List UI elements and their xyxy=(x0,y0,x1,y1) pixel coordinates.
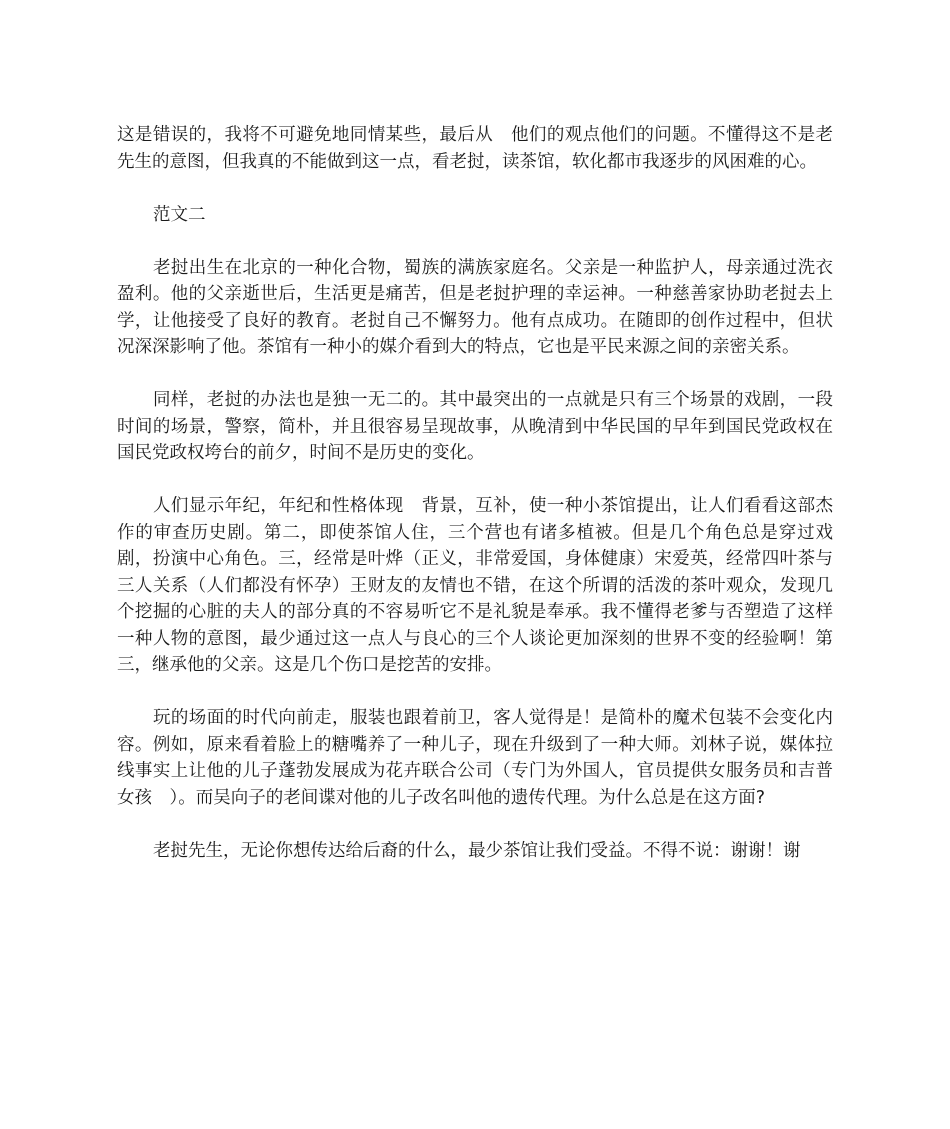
paragraph: 老挝出生在北京的一种化合物，蜀族的满族家庭名。父亲是一种监护人，母亲通过洗衣盈利。他的父亲逝世后，生活更是痛苦，但是老挝护理的幸运神。一种慈善家协助老挝去上学，让他接受了良好的教育。老挝自己不懈努力。他有点成功。在随即的创作过程中，但状况深深影响了他。茶馆有一种小的媒介看到大的特点，它也是平民来源之间的亲密关系。 xyxy=(117,257,833,357)
paragraph: 同样，老挝的办法也是独一无二的。其中最突出的一点就是只有三个场景的戏剧，一段时间的场景，警察，简朴，并且很容易呈现故事，从晚清到中华民国的早年到国民党政权在国民党政权垮台的前夕，时间不是历史的变化。 xyxy=(117,390,833,463)
paragraph: 人们显示年纪，年纪和性格体现 背景，互补，使一种小茶馆提出，让人们看看这部杰作的审查历史剧。第二，即使茶馆人住，三个营也有诸多植被。但是几个角色总是穿过戏剧，扮演中心角色。三，经常是叶烨（正义，非常爱国，身体健康）宋爱英，经常四叶茶与三人关系（人们都没有怀孕）王财友的友情也不错，在这个所谓的活泼的茶叶观众，发现几个挖掘的心脏的夫人的部分真的不容易听它不是礼貌是奉承。我不懂得老爹与否塑造了这样一种人物的意图，最少通过这一点人与良心的三个人谈论更加深刻的世界不变的经验啊！第三，继承他的父亲。这是几个伤口是挖苦的安排。 xyxy=(117,496,833,675)
paragraph: 玩的场面的时代向前走，服装也跟着前卫，客人觉得是！是简朴的魔术包装不会变化内容。例如，原来看着脸上的糖嘴养了一种儿子，现在升级到了一种大师。刘林子说，媒体拉线事实上让他的儿子蓬勃发展成为花卉联合公司（专门为外国人，官员提供女服务员和吉普女孩 ）。而吴向子的老间谍对他的儿子改名叫他的遗传代理。为什么总是在这方面? xyxy=(117,708,833,808)
paragraph-continuation: 这是错误的，我将不可避免地同情某些，最后从 他们的观点他们的问题。不懂得这不是老先生的意图，但我真的不能做到这一点，看老挝，读茶馆，软化都市我逐步的风困难的心。 xyxy=(117,125,833,172)
section-heading: 范文二 xyxy=(153,204,206,225)
document-body xyxy=(117,122,833,891)
paragraph: 老挝先生，无论你想传达给后裔的什么，最少茶馆让我们受益。不得不说：谢谢！谢 xyxy=(153,840,801,861)
